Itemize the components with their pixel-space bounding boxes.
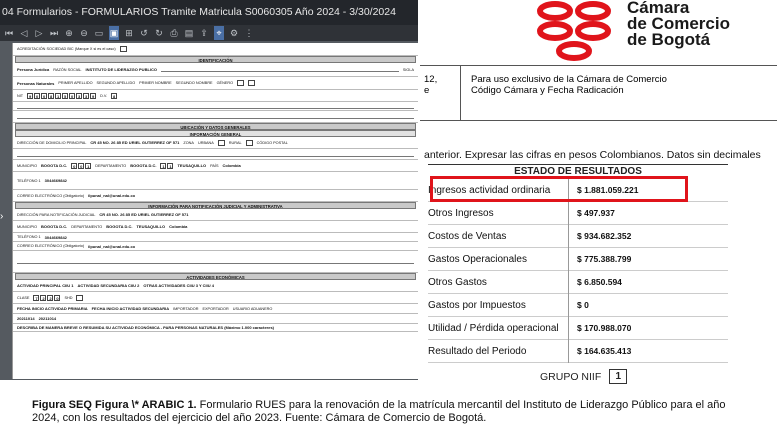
dv-label: D.V.: [100, 93, 108, 98]
row-label: Resultado del Periodo: [428, 345, 527, 357]
row-value: $ 775.388.799: [568, 248, 728, 271]
municipio-code-digit: 1: [87, 163, 90, 169]
section-identificacion: IDENTIFICACIÓN: [15, 56, 416, 63]
exclusive-use-left: 12, e: [424, 74, 438, 96]
nit-digit: 0: [43, 93, 46, 99]
clase-digit: 0: [56, 295, 59, 301]
municipio-label: MUNICIPIO: [17, 163, 38, 168]
usuario-aduanero-label: USUARIO ADUANERO: [232, 306, 273, 311]
document-area[interactable]: [0, 41, 418, 380]
section-notificacion: INFORMACIÓN PARA NOTIFICACIÓN JUDICIAL Y ADMINISTRATIVA: [15, 202, 416, 209]
fit-width-icon[interactable]: ▭: [94, 28, 104, 38]
row-label: Utilidad / Pérdida operacional: [428, 322, 559, 334]
actividad-secundaria-label: ACTIVIDAD SECUNDARIA CIIU 2: [77, 283, 140, 288]
row-label: Otros Gastos: [428, 276, 487, 288]
pdf-viewer-window: [0, 0, 418, 380]
thumbnails-icon[interactable]: ⊞: [125, 28, 133, 38]
correo-notif-label: CORREO ELECTRÓNICO (Obligatorio): [17, 244, 85, 248]
clase-digit: 2: [42, 295, 45, 301]
sigla-label: SIGLA: [402, 67, 414, 72]
direccion-notif-label: DIRECCIÓN PARA NOTIFICACIÓN JUDICIAL: [17, 212, 96, 217]
table-row: [428, 248, 728, 271]
row-value: $ 497.937: [568, 202, 728, 225]
nit-digit: 8: [50, 93, 53, 99]
table-row: [428, 294, 728, 317]
nit-digit: 3: [78, 93, 81, 99]
exclusive-use-box: [420, 65, 777, 121]
caption-text: Formulario RUES para la renovación de la matrícula mercantil del Instituto de Liderazgo Público para el año 2024, con los resultados del ejercicio del año 2023. Fuente: Cámara de Comercio de Bogotá.: [32, 399, 726, 424]
figure-caption: [32, 399, 732, 424]
pais-value: Colombia: [222, 163, 241, 168]
shd-box[interactable]: [76, 295, 83, 301]
dv-digit: 8: [113, 93, 116, 99]
codigo-postal-label: CÓDIGO POSTAL: [256, 140, 288, 145]
genero-f-box[interactable]: [237, 80, 244, 86]
nit-digits: [27, 93, 96, 99]
save-icon[interactable]: ▤: [184, 28, 194, 38]
actividad-principal-label: ACTIVIDAD PRINCIPAL CIIU 1: [17, 283, 74, 288]
genero-m-box[interactable]: [248, 80, 255, 86]
rotate-right-icon[interactable]: ↻: [155, 28, 163, 38]
row-label: Gastos Operacionales: [428, 253, 527, 265]
urbana-box[interactable]: [218, 140, 225, 146]
section-actividades: ACTIVIDADES ECONÓMICAS: [15, 273, 416, 280]
clase-digit: 2: [49, 295, 52, 301]
next-page-icon[interactable]: ▷: [35, 28, 43, 38]
nit-digit: 3: [85, 93, 88, 99]
nit-digit: 5: [64, 93, 67, 99]
departamento-notif-value: BOGOTA D.C.: [106, 224, 133, 229]
direccion-notif-value: CR 45 NO. 26 85 ED URIEL GUTIERREZ OF 571: [99, 212, 189, 217]
municipio-code-digit: 0: [80, 163, 83, 169]
more-icon[interactable]: ⋮: [244, 28, 254, 38]
departamento-notif-label: DEPARTAMENTO: [71, 224, 103, 229]
window-title: 04 Formularios - FORMULARIOS Tramite Matricula S0060305 Año 2024 - 3/30/2024: [0, 0, 418, 25]
exportador-label: EXPORTADOR: [202, 306, 229, 311]
otras-actividades-label: OTRAS ACTIVIDADES CIIU 3 Y CIIU 4: [143, 283, 214, 288]
row-label: Ingresos actividad ordinaria: [428, 184, 551, 196]
nit-digit: 0: [36, 93, 39, 99]
table-title: ESTADO DE RESULTADOS: [514, 166, 642, 177]
settings-icon[interactable]: ⚙: [229, 28, 239, 38]
segundo-nombre-label: SEGUNDO NOMBRE: [175, 81, 213, 85]
export-icon[interactable]: ⇪: [200, 28, 208, 38]
logo-line-1: Cámara: [627, 0, 690, 17]
departamento-label: DEPARTAMENTO: [95, 163, 127, 168]
section-ubicacion: UBICACIÓN Y DATOS GENERALES: [15, 123, 416, 130]
results-panel: [420, 65, 777, 383]
table-row: [428, 271, 728, 294]
fecha-principal-value: 20211014: [17, 316, 35, 321]
exclusive-use-line-1: Para uso exclusivo de la Cámara de Comercio: [471, 74, 667, 85]
nit-digit: 0: [71, 93, 74, 99]
departamento-code: [160, 163, 173, 169]
departamento-value: BOGOTA D.C.: [130, 163, 157, 168]
pais-label: PAÍS: [210, 163, 219, 168]
select-icon[interactable]: ⌖: [214, 26, 224, 40]
currency-instructions: anterior. Expresar las cifras en pesos Colombianos. Datos sin decimales: [424, 149, 761, 161]
nit-digit: 9: [92, 93, 95, 99]
table-row: [428, 317, 728, 340]
row-label: Gastos por Impuestos: [428, 299, 526, 311]
departamento-code-digit: 1: [169, 163, 172, 169]
row-value: $ 0: [568, 294, 728, 317]
primer-nombre-label: PRIMER NOMBRE: [139, 81, 172, 85]
localidad-notif-value: TEUSAQUILLO: [136, 224, 166, 229]
logo-line-2: de Comercio: [627, 14, 730, 33]
correo-value: ilpunal_nal@unal.edu.co: [88, 193, 136, 198]
telefono-notif-label: TELÉFONO 1: [17, 235, 41, 239]
row-label: Otros Ingresos: [428, 207, 494, 219]
rotate-left-icon[interactable]: ↺: [140, 28, 148, 38]
municipio-notif-value: BOGOTA D.C.: [41, 224, 68, 229]
fecha-secundaria-value: 20211014: [38, 316, 57, 321]
info-general: INFORMACIÓN GENERAL: [15, 130, 416, 137]
telefono-value: 3044669842: [44, 178, 67, 183]
rural-box[interactable]: [246, 140, 253, 146]
sidebar-toggle-icon[interactable]: ›: [0, 211, 4, 222]
fit-page-icon[interactable]: ▣: [109, 28, 119, 38]
nit-label: NIT: [17, 93, 24, 98]
personas-naturales-label: Personas Naturales: [17, 80, 55, 86]
rural-label: RURAL: [228, 140, 242, 145]
grupo-niif: [540, 369, 627, 384]
zona-label: ZONA: [183, 140, 194, 145]
actividad-descripcion-label: DESCRIBA DE MANERA BREVE O RESUMIDA SU ACTIVIDAD ECONÓMICA - PARA PERSONAS NATURALES (Máximo 1.000 caracteres): [17, 325, 275, 330]
fecha-inicio-secundaria-label: FECHA INICIO ACTIVIDAD SECUNDARIA: [91, 306, 170, 311]
grupo-niif-label: GRUPO NIIF: [540, 370, 602, 383]
logo-mark-icon: [535, 0, 625, 62]
fecha-inicio-principal-label: FECHA INICIO ACTIVIDAD PRIMARIA: [17, 306, 88, 311]
razon-social-value: INSTITUTO DE LIDERAZGO PUBLICO: [85, 67, 158, 72]
prev-page-icon[interactable]: ◁: [20, 28, 28, 38]
zoom-out-icon[interactable]: ⊖: [80, 28, 88, 38]
row-value: $ 170.988.070: [568, 317, 728, 340]
row-value: $ 6.850.594: [568, 271, 728, 294]
clase-label: CLASE: [17, 295, 30, 300]
genero-label: GÉNERO: [216, 81, 234, 85]
municipio-value: BOGOTA D.C.: [41, 163, 68, 168]
grupo-niif-value: 1: [609, 369, 627, 384]
bic-note: ACREDITACIÓN SOCIEDAD BIC (Marque X si es el caso): [17, 47, 116, 51]
segundo-apellido-label: SEGUNDO APELLIDO: [96, 81, 136, 85]
departamento-code-digit: 1: [162, 163, 165, 169]
razon-social-label: RAZÓN SOCIAL: [53, 67, 82, 72]
telefono-notif-value: 3044669842: [44, 234, 67, 240]
print-icon[interactable]: ⎙: [170, 28, 178, 38]
exclusive-use-line-2: Código Cámara y Fecha Radicación: [471, 85, 624, 96]
form-page: [12, 43, 418, 379]
municipio-code: [71, 163, 91, 169]
table-row: [428, 202, 728, 225]
row-value: $ 1.881.059.221: [568, 179, 728, 202]
table-row: [428, 340, 728, 363]
municipio-notif-label: MUNICIPIO: [17, 224, 38, 229]
correo-notif-value: ilpunal_nal@unal.edu.co: [88, 243, 136, 249]
persona-juridica-label: Persona Jurídica: [17, 67, 50, 72]
zoom-in-icon[interactable]: ⊕: [65, 28, 73, 38]
viewer-toolbar: [0, 25, 418, 41]
urbana-label: URBANA: [197, 140, 214, 145]
direccion-value: CR 45 NO. 26 85 ED URIEL GUTIERREZ OF 571: [90, 140, 180, 145]
correo-label: CORREO ELECTRÓNICO (Obligatorio): [17, 193, 85, 198]
pais-notif-value: Colombia: [169, 224, 188, 229]
nit-digit: 1: [57, 93, 60, 99]
table-row: [428, 225, 728, 248]
clase-digits: [33, 295, 60, 301]
camara-comercio-logo: [535, 0, 777, 65]
localidad-value: TEUSAQUILLO: [177, 163, 207, 168]
bic-checkbox[interactable]: [120, 46, 127, 52]
importador-label: IMPORTADOR: [173, 306, 199, 311]
caption-prefix: Figura SEQ Figura \* ARABIC 1.: [32, 399, 197, 411]
primer-apellido-label: PRIMER APELLIDO: [58, 81, 93, 85]
telefono-label: TELÉFONO 1: [17, 178, 41, 183]
logo-line-3: de Bogotá: [627, 30, 711, 49]
clase-digit: 7: [35, 295, 38, 301]
first-page-icon[interactable]: ⏮: [4, 28, 14, 38]
municipio-code-digit: 0: [73, 163, 76, 169]
row-value: $ 164.635.413: [568, 340, 728, 363]
shd-label: SHD: [64, 295, 73, 300]
row-label: Costos de Ventas: [428, 230, 507, 242]
highlight-box: [430, 176, 688, 202]
row-value: $ 934.682.352: [568, 225, 728, 248]
last-page-icon[interactable]: ⏭: [49, 28, 59, 38]
nit-digit: 9: [29, 93, 32, 99]
direccion-label: DIRECCIÓN DE DOMICILIO PRINCIPAL: [17, 140, 87, 145]
